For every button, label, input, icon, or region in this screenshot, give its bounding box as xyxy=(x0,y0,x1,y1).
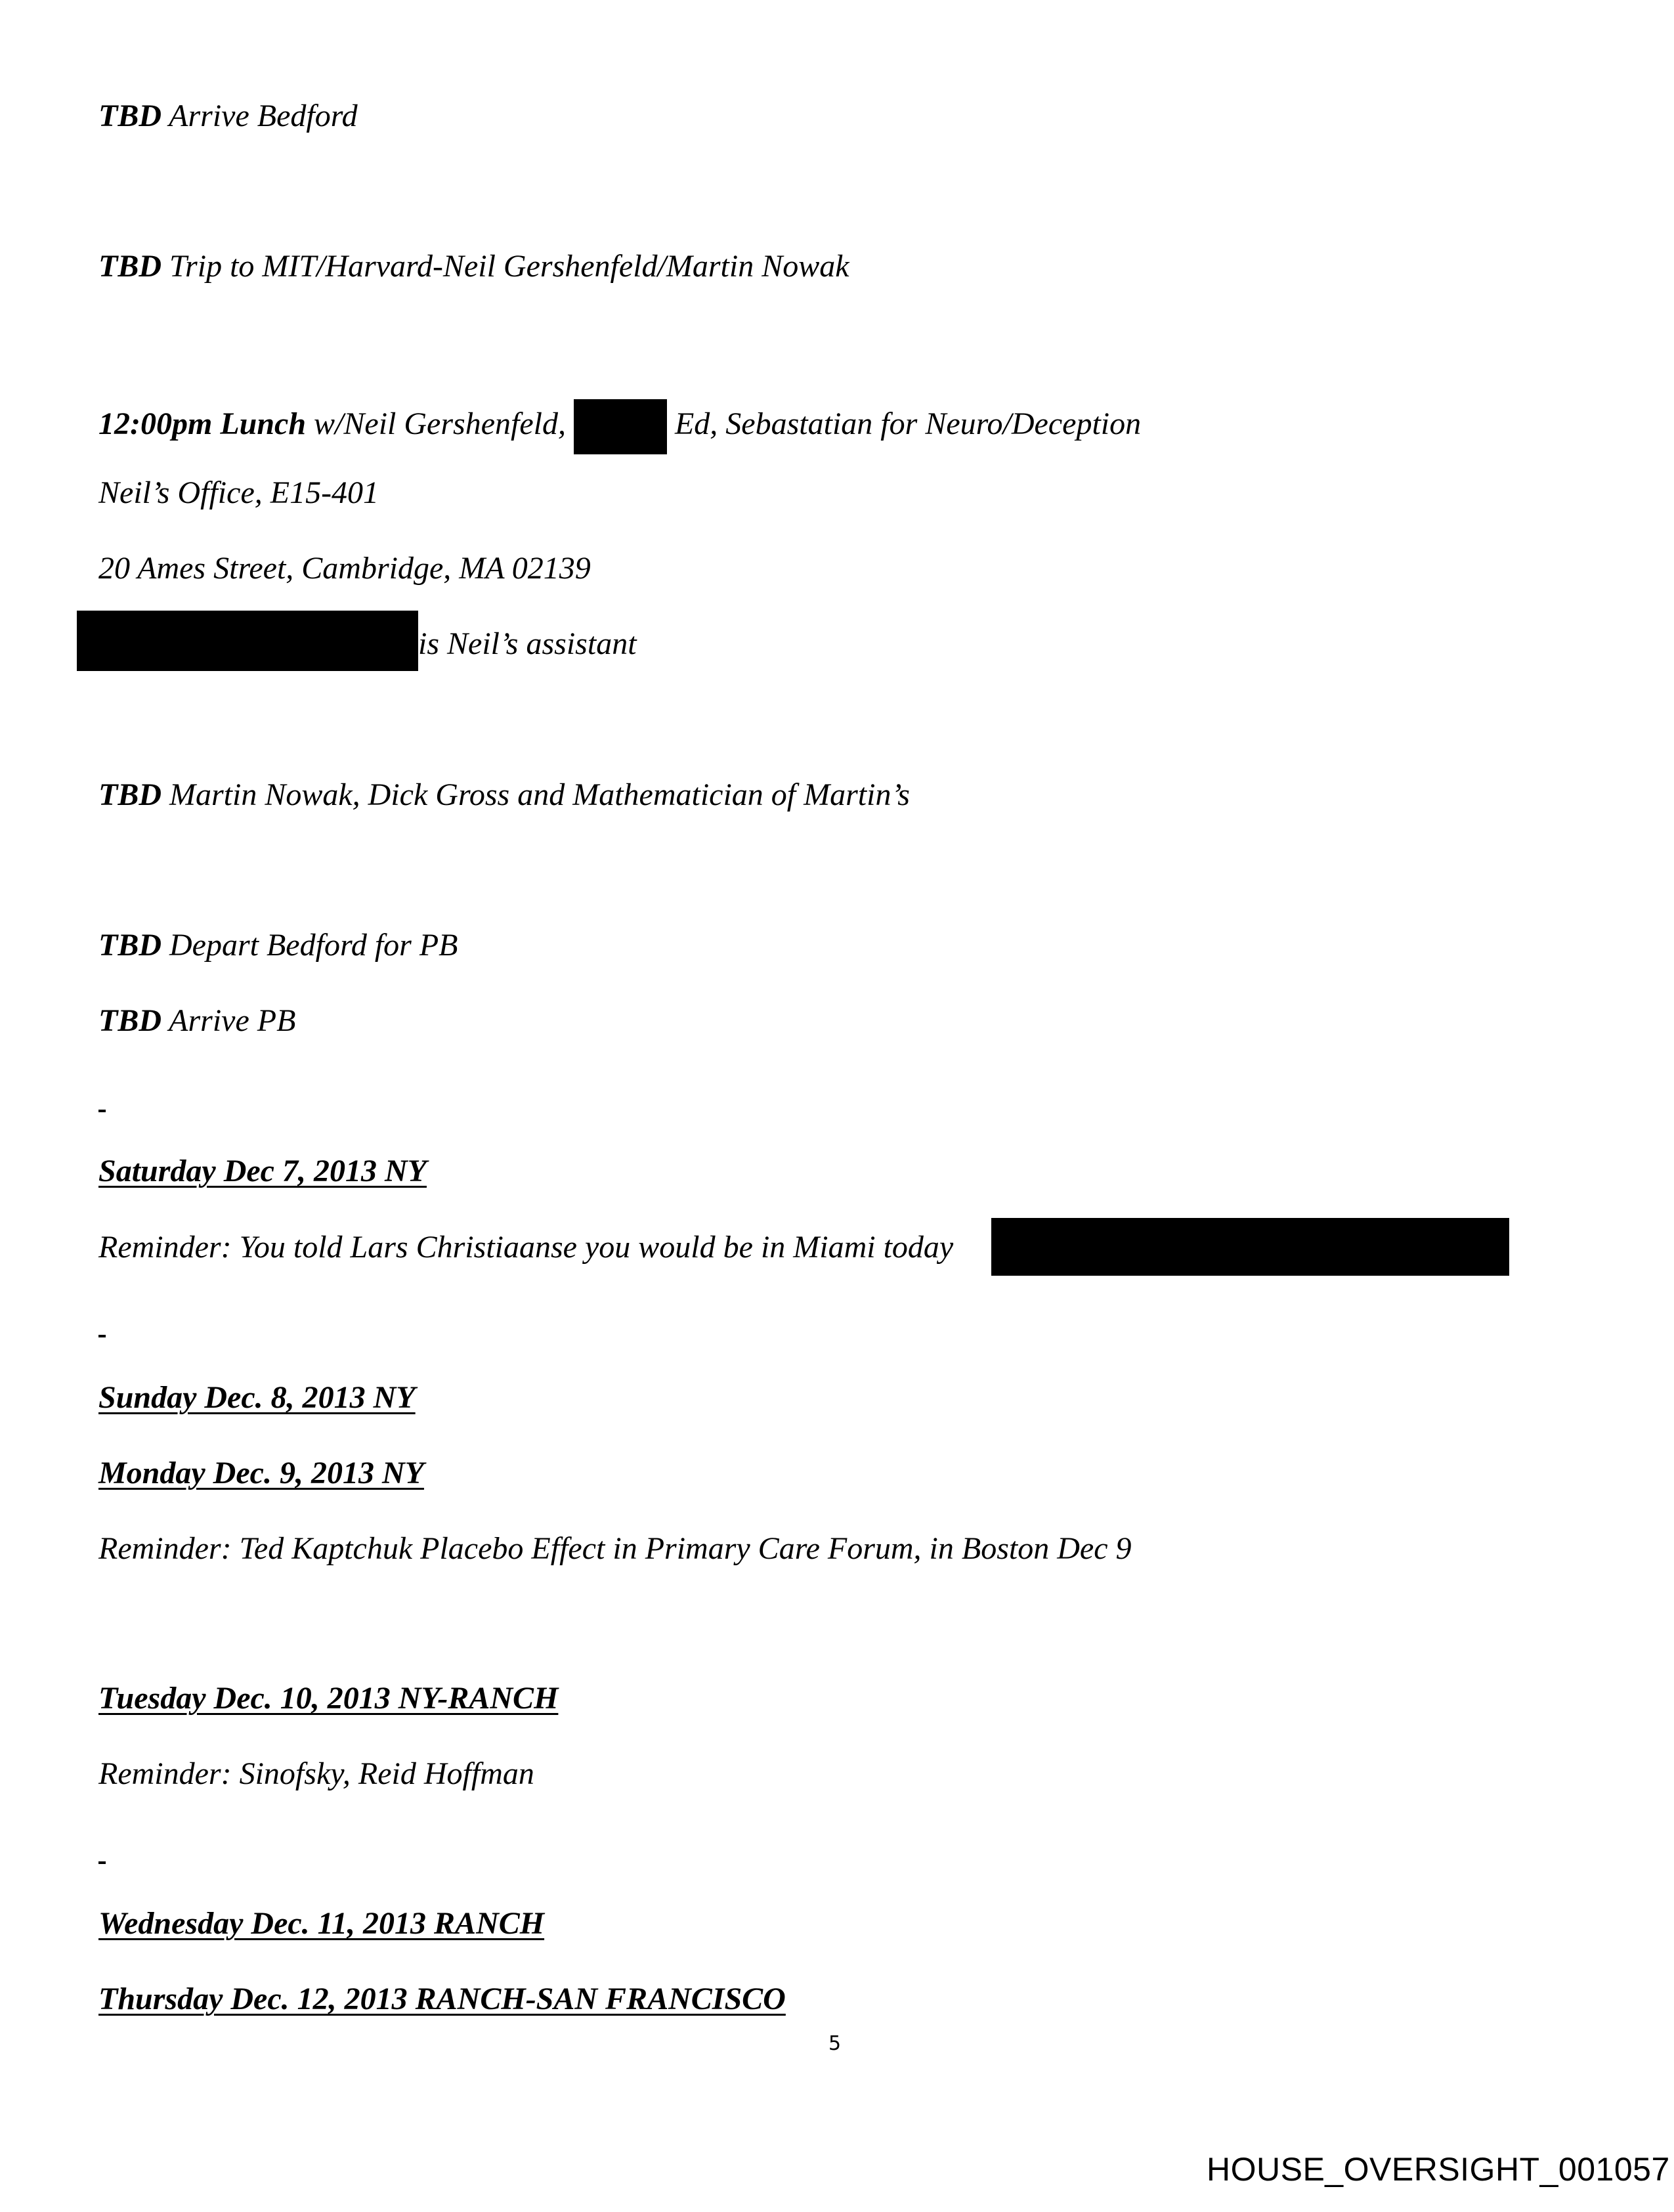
entry-time: TBD xyxy=(98,777,161,812)
redaction-box xyxy=(77,611,418,671)
entry-time: TBD xyxy=(98,928,161,963)
reminder-tuesday: Reminder: Sinofsky, Reid Hoffman xyxy=(98,1756,534,1791)
redaction-box xyxy=(991,1218,1509,1276)
reminder-monday: Reminder: Ted Kaptchuk Placebo Effect in Primary Care Forum, in Boston Dec 9 xyxy=(98,1531,1132,1566)
separator-dash xyxy=(98,1110,106,1112)
entry-text: Arrive PB xyxy=(161,1003,296,1038)
entry-location: Neil’s Office, E15-401 xyxy=(98,475,379,510)
page-number: 5 xyxy=(828,2032,842,2055)
schedule-entry-depart-bedford xyxy=(98,927,458,964)
schedule-entry-trip-mit-harvard xyxy=(98,248,849,285)
day-heading-saturday: Saturday Dec 7, 2013 NY xyxy=(98,1154,427,1188)
entry-text: w/Neil Gershenfeld, xyxy=(306,406,574,442)
schedule-entry-arrive-pb xyxy=(98,1003,295,1039)
schedule-entry-martin-nowak xyxy=(98,777,910,813)
entry-address: 20 Ames Street, Cambridge, MA 02139 xyxy=(98,551,591,586)
entry-text: Trip to MIT/Harvard-Neil Gershenfeld/Martin Nowak xyxy=(161,249,849,284)
entry-text-continued: Ed, Sebastatian for Neuro/Deception xyxy=(666,406,1142,442)
entry-assistant-note: is Neil’s assistant xyxy=(418,626,637,661)
entry-time: TBD xyxy=(98,249,161,284)
separator-dash xyxy=(98,1335,106,1337)
day-heading-tuesday: Tuesday Dec. 10, 2013 NY-RANCH xyxy=(98,1681,559,1716)
entry-text: Arrive Bedford xyxy=(161,98,358,133)
schedule-entry-lunch xyxy=(98,399,1141,454)
day-heading-sunday: Sunday Dec. 8, 2013 NY xyxy=(98,1380,416,1415)
day-heading-monday: Monday Dec. 9, 2013 NY xyxy=(98,1456,424,1490)
entry-time: TBD xyxy=(98,1003,161,1038)
schedule-entry-arrive-bedford xyxy=(98,98,358,135)
entry-time: TBD xyxy=(98,98,161,133)
entry-text: Depart Bedford for PB xyxy=(161,928,458,963)
day-heading-wednesday: Wednesday Dec. 11, 2013 RANCH xyxy=(98,1906,545,1941)
entry-text: Martin Nowak, Dick Gross and Mathematician of Martin’s xyxy=(161,777,910,812)
day-heading-thursday: Thursday Dec. 12, 2013 RANCH-SAN FRANCISCO xyxy=(98,1982,786,2016)
entry-time: 12:00pm Lunch xyxy=(98,406,307,442)
separator-dash xyxy=(98,1861,106,1864)
redaction-box xyxy=(574,399,667,454)
document-id-footer: HOUSE_OVERSIGHT_001057 xyxy=(1207,2151,1670,2188)
reminder-saturday: Reminder: You told Lars Christiaanse you would be in Miami today xyxy=(98,1230,954,1265)
